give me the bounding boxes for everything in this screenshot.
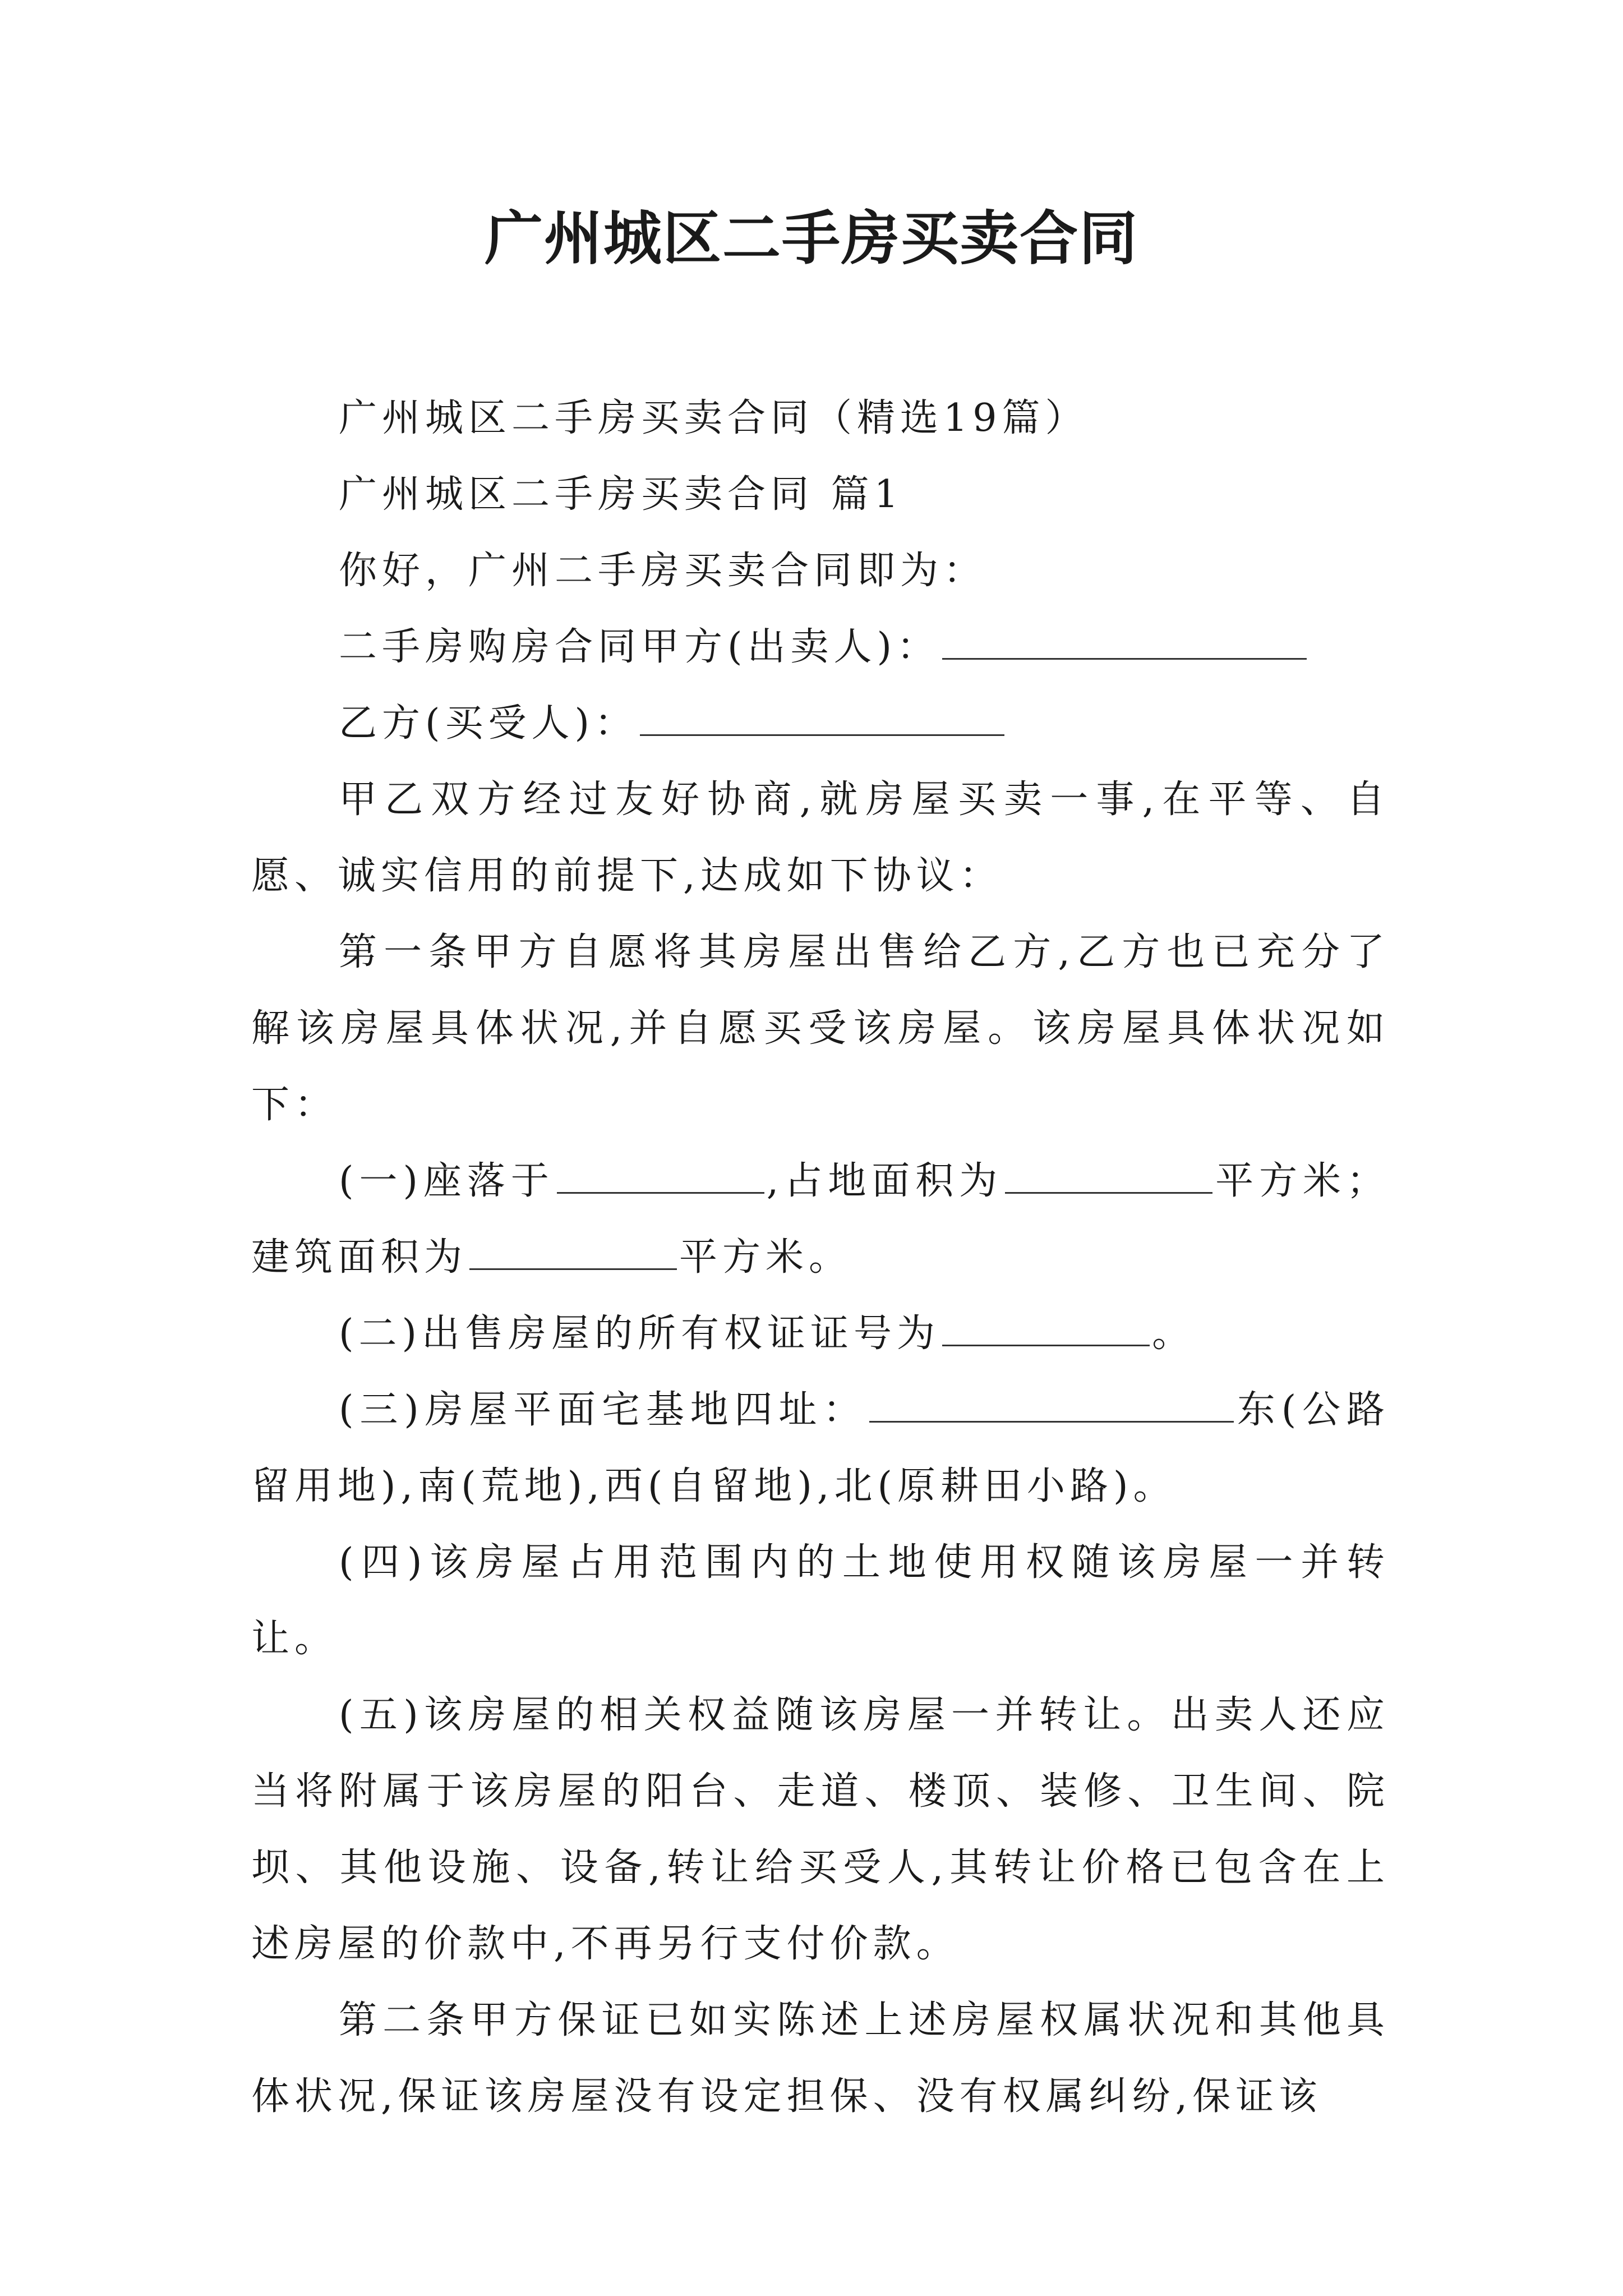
greeting-line: 你好，广州二手房买卖合同即为：	[339, 549, 987, 593]
item-1-text-c: 平方米；建筑面积为	[251, 1159, 1390, 1280]
location-blank	[557, 1155, 764, 1194]
subtitle-line: 广州城区二手房买卖合同（精选19篇）	[339, 396, 1089, 440]
item-1-text-b: ,占地面积为	[766, 1159, 1003, 1203]
party-b-blank	[640, 697, 1004, 736]
item-4-paragraph: (四)该房屋占用范围内的土地使用权随该房屋一并转让。	[251, 1540, 1390, 1661]
item-3-text-a: (三)房屋平面宅基地四址：	[339, 1388, 868, 1432]
boundary-blank	[869, 1384, 1234, 1423]
land-area-blank	[1005, 1155, 1212, 1194]
party-b-line	[251, 685, 1390, 762]
party-b-label: 乙方(买受人)：	[339, 701, 638, 746]
article-2-paragraph: 第二条甲方保证已如实陈述上述房屋权属状况和其他具体状况,保证该房屋没有设定担保、没有权属纠纷,保证该	[251, 1998, 1390, 2119]
intro-paragraph: 甲乙双方经过友好协商,就房屋买卖一事,在平等、自愿、诚实信用的前提下,达成如下协议：	[251, 777, 1390, 898]
document-body	[251, 380, 1390, 2135]
party-a-line	[251, 609, 1390, 685]
item-2-paragraph	[251, 1296, 1390, 1372]
item-1-paragraph	[251, 1143, 1390, 1296]
party-a-label: 二手房购房合同甲方(出卖人)：	[339, 625, 940, 669]
item-2-text-a: (二)出售房屋的所有权证证号为	[339, 1312, 940, 1356]
document-title: 广州城区二手房买卖合同	[484, 204, 1138, 273]
item-2-text-b: 。	[1152, 1312, 1196, 1356]
building-area-blank	[469, 1231, 677, 1270]
certificate-number-blank	[942, 1308, 1150, 1346]
item-3-text-b: 东(公路留用地),南(荒地),西(自留地),北(原耕田小路)。	[251, 1388, 1390, 1508]
section-heading: 广州城区二手房买卖合同 篇1	[339, 472, 903, 517]
article-1-paragraph: 第一条甲方自愿将其房屋出售给乙方,乙方也已充分了解该房屋具体状况,并自愿买受该房屋。该房屋具体状况如下：	[251, 930, 1390, 1127]
item-3-paragraph	[251, 1372, 1390, 1525]
party-a-blank	[942, 621, 1307, 660]
item-5-paragraph: (五)该房屋的相关权益随该房屋一并转让。出卖人还应当将附属于该房屋的阳台、走道、楼顶、装修、卫生间、院坝、其他设施、设备,转让给买受人,其转让价格已包含在上述房屋的价款中,不再另行支付价款。	[251, 1693, 1390, 1966]
item-1-text-a: (一)座落于	[339, 1159, 555, 1203]
item-1-text-d: 平方米。	[679, 1235, 852, 1280]
